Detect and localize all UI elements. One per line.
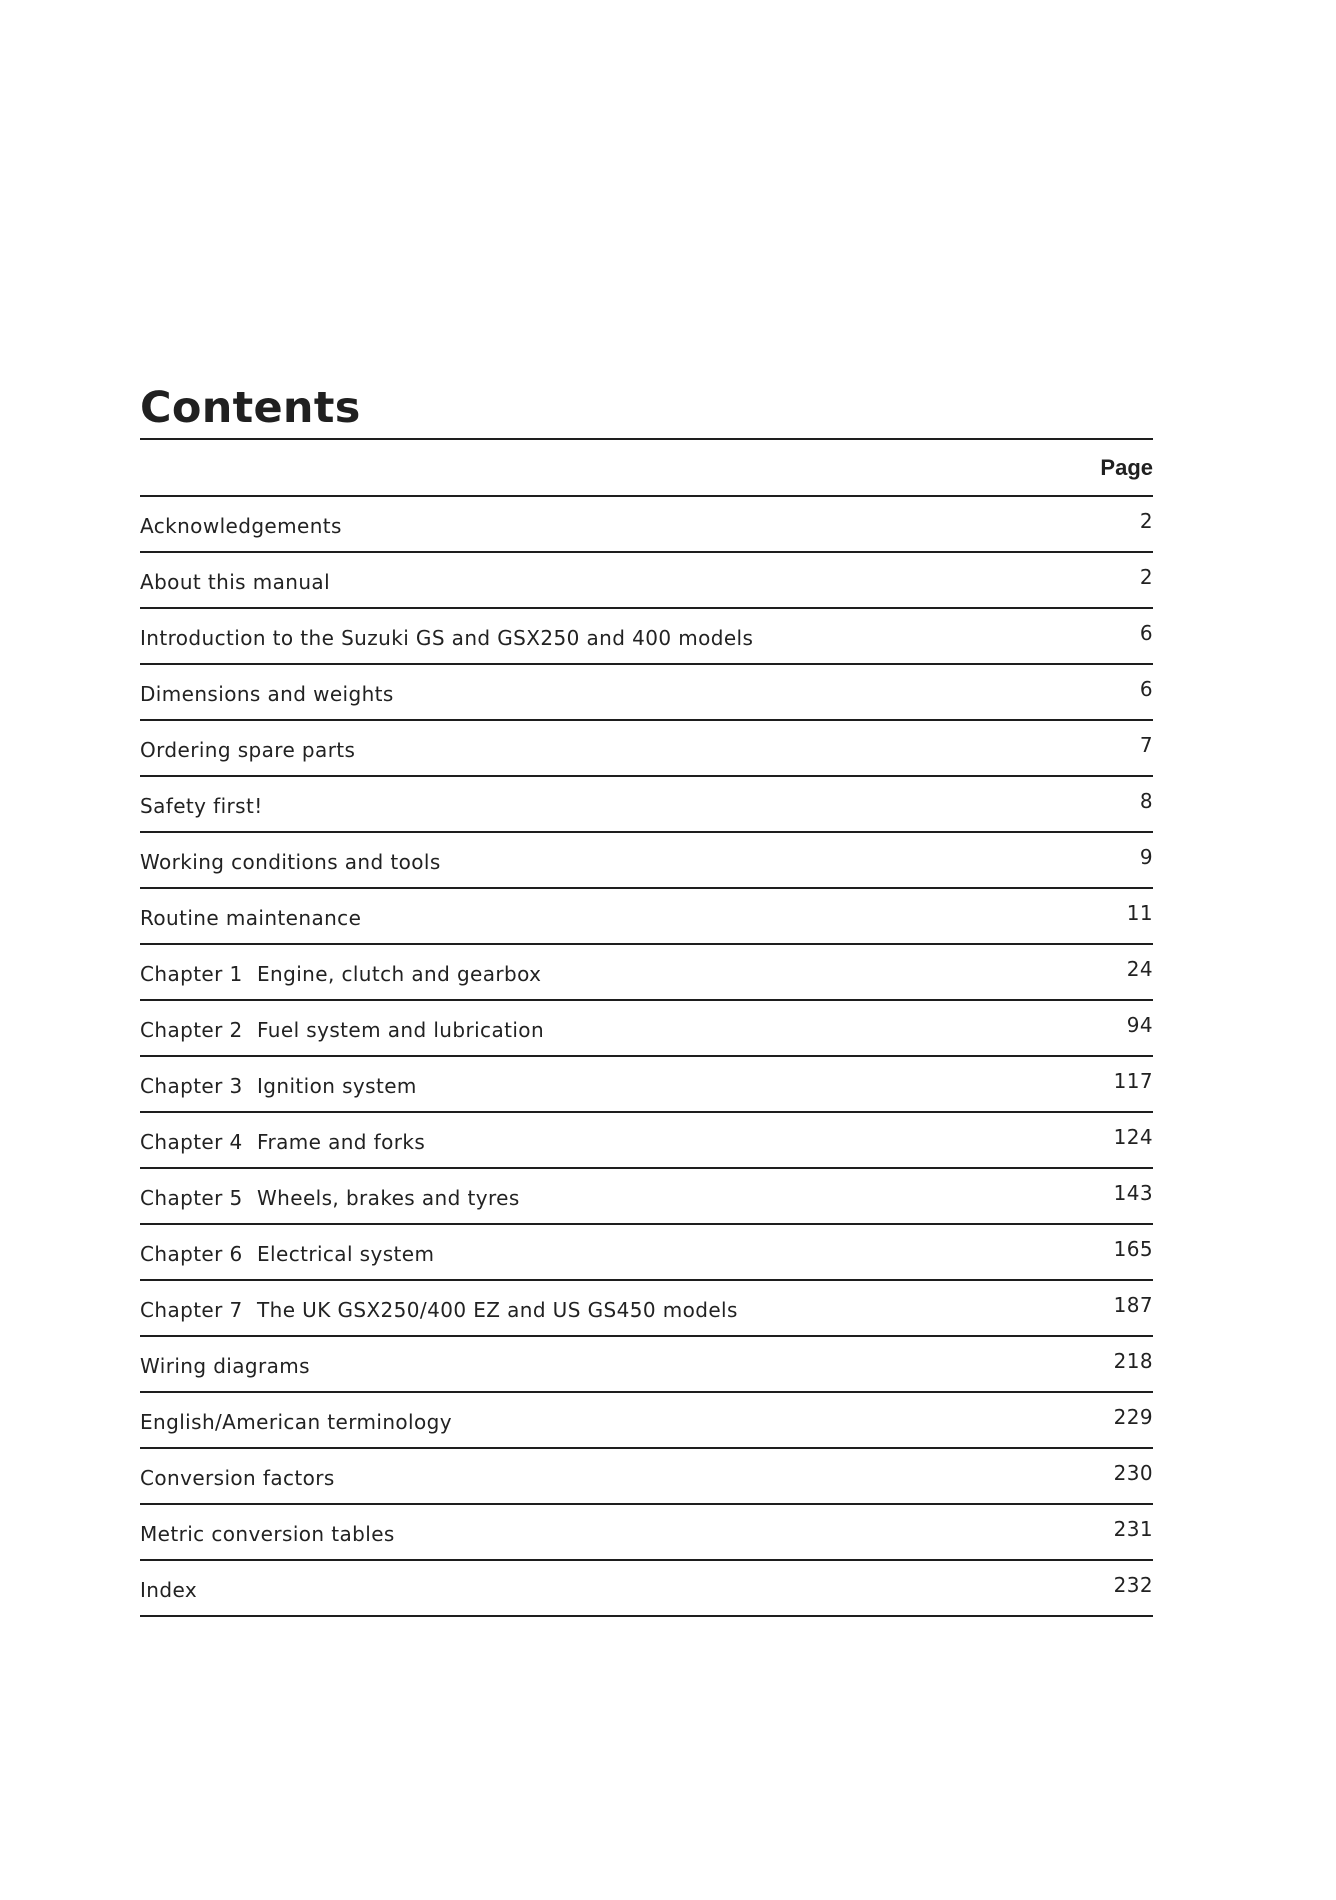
toc-entry-text [140, 1074, 417, 1098]
toc-list [140, 497, 1153, 1617]
toc-entry [140, 1281, 1153, 1337]
toc-entry-title: Conversion factors [140, 1466, 335, 1490]
toc-entry [140, 1393, 1153, 1449]
toc-entry-title: Safety first! [140, 794, 263, 818]
page-column-header [140, 440, 1153, 495]
toc-entry [140, 1225, 1153, 1281]
toc-entry [140, 777, 1153, 833]
toc-entry-title: The UK GSX250/400 EZ and US GS450 models [257, 1298, 738, 1322]
toc-chapter-number: Chapter 6 [140, 1242, 243, 1266]
toc-entry-text [140, 1242, 434, 1266]
toc-page-number: 11 [1126, 901, 1153, 925]
toc-entry-text [140, 1466, 335, 1490]
toc-entry-title: Working conditions and tools [140, 850, 441, 874]
toc-page-number: 143 [1113, 1181, 1153, 1205]
toc-page-number: 218 [1113, 1349, 1153, 1373]
toc-entry-text [140, 1354, 310, 1378]
toc-entry-text [140, 1410, 452, 1434]
toc-entry [140, 833, 1153, 889]
toc-entry [140, 665, 1153, 721]
toc-entry-text [140, 1018, 544, 1042]
toc-page-number: 124 [1113, 1125, 1153, 1149]
toc-entry-title: English/American terminology [140, 1410, 452, 1434]
toc-page-number: 2 [1139, 509, 1153, 533]
toc-entry [140, 1337, 1153, 1393]
toc-page-number: 6 [1139, 677, 1153, 701]
toc-entry-text [140, 1186, 520, 1210]
toc-entry-title: Wheels, brakes and tyres [257, 1186, 520, 1210]
toc-entry-title: Engine, clutch and gearbox [257, 962, 542, 986]
toc-chapter-number: Chapter 7 [140, 1298, 243, 1322]
toc-entry-text [140, 906, 361, 930]
toc-entry-text [140, 626, 753, 650]
toc-entry [140, 721, 1153, 777]
toc-page-number: 232 [1113, 1573, 1153, 1597]
toc-chapter-number: Chapter 2 [140, 1018, 243, 1042]
toc-page-number: 94 [1126, 1013, 1153, 1037]
toc-entry-text [140, 682, 394, 706]
toc-entry-title: Ignition system [257, 1074, 417, 1098]
toc-entry-title: Fuel system and lubrication [257, 1018, 545, 1042]
toc-chapter-number: Chapter 3 [140, 1074, 243, 1098]
toc-page-number: 8 [1139, 789, 1153, 813]
toc-entry-text [140, 514, 342, 538]
toc-entry-title: About this manual [140, 570, 331, 594]
toc-entry [140, 553, 1153, 609]
toc-entry-title: Routine maintenance [140, 906, 362, 930]
toc-page-number: 230 [1113, 1461, 1153, 1485]
toc-page-number: 231 [1113, 1517, 1153, 1541]
toc-entry-text [140, 570, 330, 594]
toc-entry-title: Electrical system [257, 1242, 435, 1266]
toc-entry-text [140, 962, 541, 986]
toc-page-number: 117 [1113, 1069, 1153, 1093]
toc-entry [140, 609, 1153, 665]
toc-page-number: 229 [1113, 1405, 1153, 1429]
toc-entry [140, 497, 1153, 553]
toc-entry-text [140, 1578, 197, 1602]
toc-entry [140, 1113, 1153, 1169]
toc-entry [140, 889, 1153, 945]
toc-page-number: 2 [1139, 565, 1153, 589]
toc-entry-text [140, 738, 355, 762]
toc-chapter-number: Chapter 4 [140, 1130, 243, 1154]
toc-entry-title: Wiring diagrams [140, 1354, 310, 1378]
toc-page-number: 6 [1139, 621, 1153, 645]
toc-entry [140, 945, 1153, 1001]
toc-entry-title: Introduction to the Suzuki GS and GSX250 and 400 models [140, 626, 754, 650]
toc-page-number: 24 [1126, 957, 1153, 981]
toc-entry-title: Acknowledgements [140, 514, 342, 538]
toc-entry-title: Dimensions and weights [140, 682, 394, 706]
toc-entry [140, 1169, 1153, 1225]
toc-entry [140, 1057, 1153, 1113]
page-title: Contents [140, 383, 361, 433]
toc-entry-title: Ordering spare parts [140, 738, 356, 762]
toc-chapter-number: Chapter 5 [140, 1186, 243, 1210]
toc-entry [140, 1561, 1153, 1617]
toc-chapter-number: Chapter 1 [140, 962, 243, 986]
toc-entry-title: Index [140, 1578, 198, 1602]
toc-entry-text [140, 1298, 738, 1322]
toc-entry-text [140, 1522, 395, 1546]
toc-page-number: 7 [1139, 733, 1153, 757]
toc-page-number: 9 [1139, 845, 1153, 869]
contents-page [140, 378, 1153, 1617]
toc-page-number: 165 [1113, 1237, 1153, 1261]
toc-entry-text [140, 1130, 425, 1154]
toc-entry [140, 1449, 1153, 1505]
toc-entry-text [140, 794, 263, 818]
toc-entry-title: Metric conversion tables [140, 1522, 395, 1546]
toc-entry-text [140, 850, 441, 874]
toc-entry [140, 1001, 1153, 1057]
toc-entry [140, 1505, 1153, 1561]
toc-page-number: 187 [1113, 1293, 1153, 1317]
page-column-label: Page [1100, 455, 1153, 480]
toc-entry-title: Frame and forks [257, 1130, 426, 1154]
